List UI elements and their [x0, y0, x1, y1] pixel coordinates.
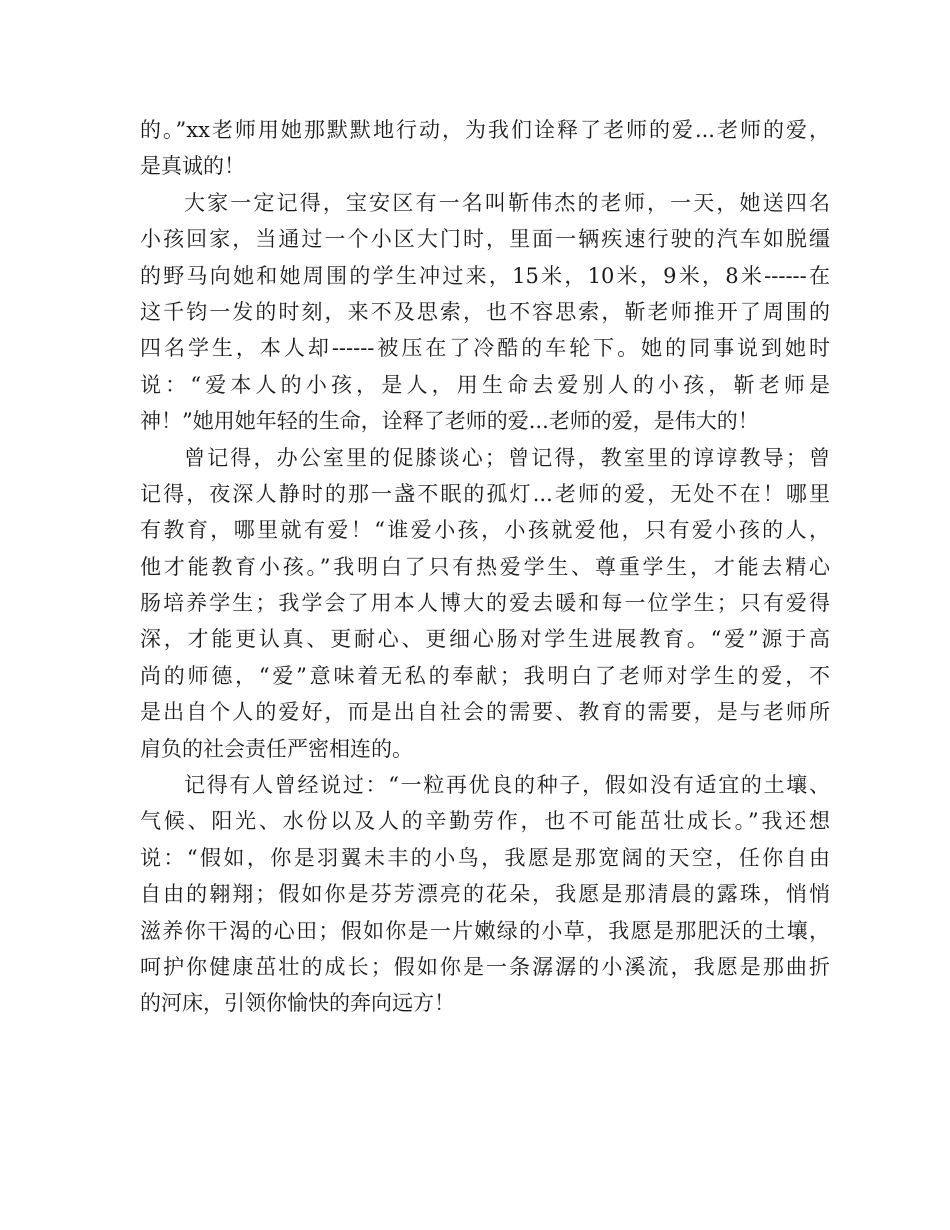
text-line: 肠培养学生；我学会了用本人博大的爱去暖和每一位学生；只有爱得 — [140, 591, 830, 616]
paragraph-3 — [140, 440, 830, 768]
paragraph-4 — [140, 767, 830, 1022]
text-line: 记得有人曾经说过：“一粒再优良的种子，假如没有适宜的土壤、 — [184, 773, 830, 798]
text-line: 说：“假如，你是羽翼未丰的小鸟，我愿是那宽阔的天空，任你自由 — [140, 845, 830, 870]
text-line: 的野马向她和她周围的学生冲过来，15米，10米，9米，8米------在 — [140, 263, 830, 288]
text-line: 滋养你干渴的心田；假如你是一片嫩绿的小草，我愿是那肥沃的土壤， — [140, 918, 830, 943]
text-line: 尚的师德，“爱”意味着无私的奉献；我明白了老师对学生的爱，不 — [140, 663, 830, 688]
text-line: 肩负的社会责任严密相连的。 — [140, 736, 413, 761]
paragraph-1 — [140, 112, 830, 185]
text-line: 自由的翱翔；假如你是芬芳漂亮的花朵，我愿是那清晨的露珠，悄悄 — [140, 882, 830, 907]
text-line: 是真诚的！ — [140, 154, 245, 179]
text-line: 大家一定记得，宝安区有一名叫靳伟杰的老师，一天，她送四名 — [184, 190, 830, 215]
text-line: 的。”xx老师用她那默默地行动，为我们诠释了老师的爱...老师的爱， — [140, 118, 830, 142]
text-line: 深，才能更认真、更耐心、更细心肠对学生进展教育。“爱”源于高 — [140, 627, 830, 652]
text-line: 四名学生，本人却------被压在了冷酷的车轮下。她的同事说到她时 — [140, 336, 830, 361]
text-line: 这千钧一发的时刻，来不及思索，也不容思索，靳老师推开了周围的 — [140, 299, 830, 324]
text-line: 呵护你健康茁壮的成长；假如你是一条潺潺的小溪流，我愿是那曲折 — [140, 954, 830, 979]
document-body — [140, 112, 830, 1022]
text-line: 的河床，引领你愉快的奔向远方！ — [140, 991, 455, 1016]
text-line: 说：“爱本人的小孩，是人，用生命去爱别人的小孩，靳老师是 — [140, 372, 830, 397]
text-line: 神！”她用她年轻的生命，诠释了老师的爱...老师的爱，是伟大的！ — [140, 409, 759, 434]
text-line: 是出自个人的爱好，而是出自社会的需要、教育的需要，是与老师所 — [140, 700, 830, 725]
text-line: 小孩回家，当通过一个小区大门时，里面一辆疾速行驶的汽车如脱缰 — [140, 227, 830, 252]
paragraph-2 — [140, 185, 830, 440]
text-line: 记得，夜深人静时的那一盏不眠的孤灯...老师的爱，无处不在！哪里 — [140, 481, 830, 506]
text-line: 有教育，哪里就有爱！“谁爱小孩，小孩就爱他，只有爱小孩的人， — [140, 518, 830, 543]
text-line: 他才能教育小孩。”我明白了只有热爱学生、尊重学生，才能去精心 — [140, 554, 830, 579]
text-line: 曾记得，办公室里的促膝谈心；曾记得，教室里的谆谆教导；曾 — [184, 445, 830, 470]
text-line: 气候、阳光、水份以及人的辛勤劳作，也不可能茁壮成长。”我还想 — [140, 809, 830, 834]
